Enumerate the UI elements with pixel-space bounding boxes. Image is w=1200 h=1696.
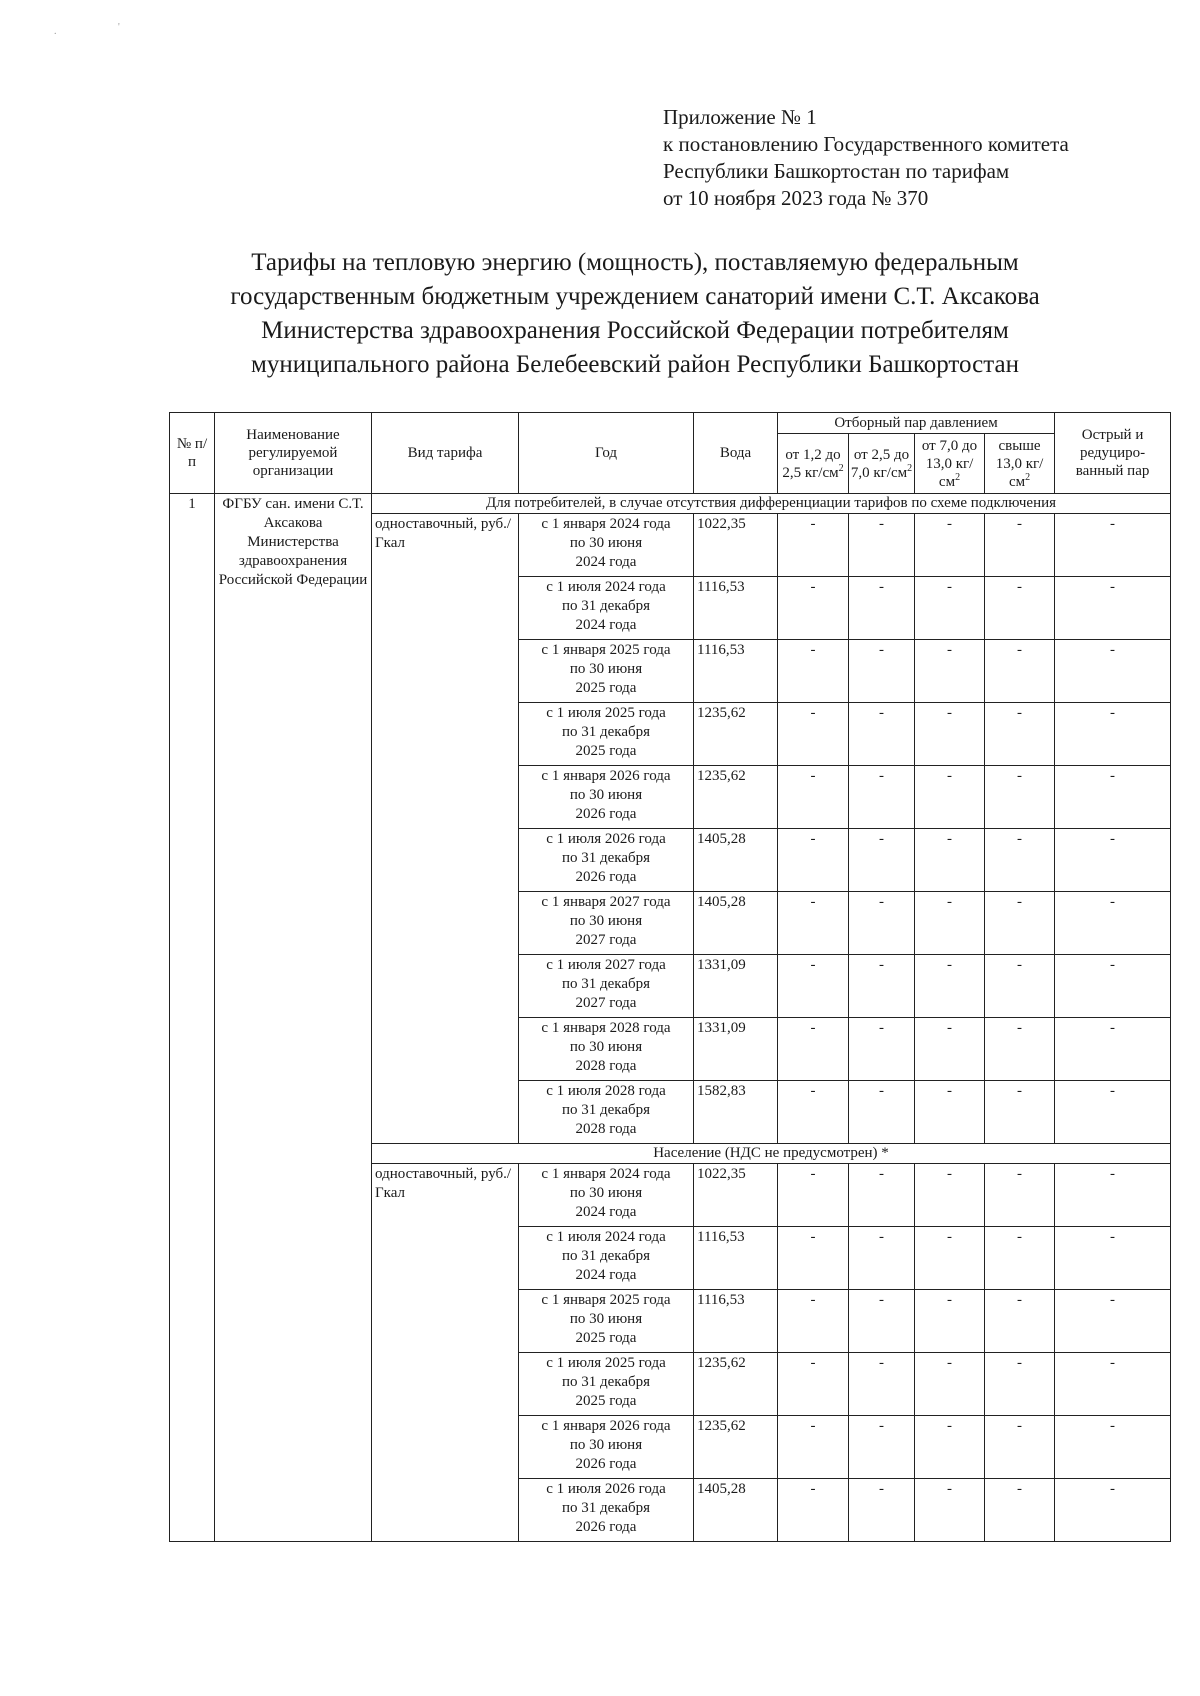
period-line: с 1 июля 2025 года <box>546 705 666 721</box>
empty-value-dash: - <box>985 829 1055 892</box>
period-line: 2025 года <box>575 1393 637 1409</box>
period-line: 2024 года <box>575 554 637 570</box>
empty-value-dash: - <box>915 766 985 829</box>
period-line: по 31 декабря <box>561 1102 651 1118</box>
empty-value-dash: - <box>1055 892 1171 955</box>
water-tariff-value: 1116,53 <box>694 640 778 703</box>
period-line: 2024 года <box>575 1204 637 1220</box>
period-line: с 1 июля 2027 года <box>546 957 666 973</box>
empty-value-dash: - <box>849 1018 915 1081</box>
section-row <box>170 494 1171 514</box>
period-cell <box>519 1227 694 1290</box>
scan-speck: ' <box>118 22 120 33</box>
empty-value-dash: - <box>778 766 849 829</box>
organization-name: ФГБУ сан. имени С.Т. Аксакова Министерства здравоохранения Российской Федерации <box>215 494 372 1542</box>
empty-value-dash: - <box>778 1164 849 1227</box>
empty-value-dash: - <box>985 640 1055 703</box>
period-line: с 1 января 2025 года <box>541 1292 671 1308</box>
empty-value-dash: - <box>1055 703 1171 766</box>
empty-value-dash: - <box>915 1479 985 1542</box>
period-line: по 30 июня <box>569 661 643 677</box>
period-line: с 1 июля 2026 года <box>546 1481 666 1497</box>
empty-value-dash: - <box>915 1353 985 1416</box>
water-tariff-value: 1405,28 <box>694 1479 778 1542</box>
period-cell <box>519 766 694 829</box>
water-tariff-value: 1022,35 <box>694 1164 778 1227</box>
appendix-line: Республики Башкортостан по тарифам <box>663 159 1010 183</box>
appendix-line: от 10 ноября 2023 года № 370 <box>663 186 929 210</box>
period-line: 2025 года <box>575 680 637 696</box>
period-line: по 31 декабря <box>561 850 651 866</box>
tariff-table <box>169 412 1171 1542</box>
empty-value-dash: - <box>1055 1479 1171 1542</box>
header-organization: Наименование регулируемой организации <box>215 413 372 494</box>
empty-value-dash: - <box>1055 1227 1171 1290</box>
header-steam-2 <box>849 434 915 494</box>
period-cell <box>519 1416 694 1479</box>
empty-value-dash: - <box>985 1290 1055 1353</box>
superscript: 2 <box>955 471 961 483</box>
empty-value-dash: - <box>1055 955 1171 1018</box>
superscript: 2 <box>1025 471 1031 483</box>
empty-value-dash: - <box>778 829 849 892</box>
empty-value-dash: - <box>778 703 849 766</box>
empty-value-dash: - <box>849 577 915 640</box>
empty-value-dash: - <box>985 892 1055 955</box>
empty-value-dash: - <box>1055 1290 1171 1353</box>
period-cell <box>519 640 694 703</box>
empty-value-dash: - <box>1055 577 1171 640</box>
period-line: с 1 января 2028 года <box>541 1020 671 1036</box>
empty-value-dash: - <box>849 1227 915 1290</box>
period-cell <box>519 829 694 892</box>
header-sharp-steam: Острый и редуциро-ванный пар <box>1055 413 1171 494</box>
empty-value-dash: - <box>985 1416 1055 1479</box>
superscript: 2 <box>907 462 913 474</box>
period-line: 2026 года <box>575 1519 637 1535</box>
empty-value-dash: - <box>915 514 985 577</box>
empty-value-dash: - <box>849 1353 915 1416</box>
period-line: с 1 января 2027 года <box>541 894 671 910</box>
header-steam-4 <box>985 434 1055 494</box>
period-line: по 31 декабря <box>561 1500 651 1516</box>
period-line: 2027 года <box>575 995 637 1011</box>
empty-value-dash: - <box>778 640 849 703</box>
empty-value-dash: - <box>915 1290 985 1353</box>
period-line: по 31 декабря <box>561 1374 651 1390</box>
title-line: государственным бюджетным учреждением санаторий имени С.Т. Аксакова <box>230 283 1040 310</box>
empty-value-dash: - <box>1055 1081 1171 1144</box>
empty-value-dash: - <box>985 514 1055 577</box>
empty-value-dash: - <box>915 829 985 892</box>
empty-value-dash: - <box>849 1290 915 1353</box>
period-cell <box>519 1081 694 1144</box>
empty-value-dash: - <box>849 640 915 703</box>
period-line: 2028 года <box>575 1058 637 1074</box>
period-cell <box>519 1290 694 1353</box>
period-cell <box>519 892 694 955</box>
section-title: Население (НДС не предусмотрен) * <box>372 1144 1171 1164</box>
empty-value-dash: - <box>985 1164 1055 1227</box>
water-tariff-value: 1235,62 <box>694 703 778 766</box>
period-line: 2024 года <box>575 1267 637 1283</box>
empty-value-dash: - <box>985 1227 1055 1290</box>
empty-value-dash: - <box>778 1081 849 1144</box>
empty-value-dash: - <box>1055 1353 1171 1416</box>
period-line: с 1 января 2026 года <box>541 768 671 784</box>
period-cell <box>519 703 694 766</box>
empty-value-dash: - <box>778 955 849 1018</box>
water-tariff-value: 1405,28 <box>694 892 778 955</box>
empty-value-dash: - <box>778 514 849 577</box>
period-line: по 31 декабря <box>561 1248 651 1264</box>
empty-value-dash: - <box>985 766 1055 829</box>
period-line: 2028 года <box>575 1121 637 1137</box>
row-number: 1 <box>170 494 215 1542</box>
empty-value-dash: - <box>778 1416 849 1479</box>
empty-value-dash: - <box>985 1479 1055 1542</box>
period-line: по 30 июня <box>569 1311 643 1327</box>
title-line: Министерства здравоохранения Российской Федерации потребителям <box>261 317 1009 344</box>
tariff-kind: одноставочный, руб./Гкал <box>372 1164 519 1542</box>
empty-value-dash: - <box>915 955 985 1018</box>
period-line: по 30 июня <box>569 787 643 803</box>
header-steam-3 <box>915 434 985 494</box>
empty-value-dash: - <box>915 1416 985 1479</box>
period-line: с 1 июля 2028 года <box>546 1083 666 1099</box>
period-cell <box>519 577 694 640</box>
header-steam-1 <box>778 434 849 494</box>
header-steam-1-label: от 1,2 до 2,5 кг/см <box>782 446 841 481</box>
period-line: с 1 января 2026 года <box>541 1418 671 1434</box>
header-num: № п/п <box>170 413 215 494</box>
empty-value-dash: - <box>778 1479 849 1542</box>
header-steam-4-label: свыше 13,0 кг/см <box>995 437 1044 490</box>
period-line: по 30 июня <box>569 913 643 929</box>
header-steam-3-label: от 7,0 до 13,0 кг/см <box>921 437 978 490</box>
empty-value-dash: - <box>1055 1164 1171 1227</box>
water-tariff-value: 1235,62 <box>694 766 778 829</box>
empty-value-dash: - <box>778 1353 849 1416</box>
empty-value-dash: - <box>915 892 985 955</box>
period-line: по 30 июня <box>569 1437 643 1453</box>
water-tariff-value: 1235,62 <box>694 1416 778 1479</box>
period-line: с 1 июля 2024 года <box>546 579 666 595</box>
empty-value-dash: - <box>849 703 915 766</box>
period-cell <box>519 1164 694 1227</box>
period-line: 2026 года <box>575 806 637 822</box>
empty-value-dash: - <box>1055 1416 1171 1479</box>
empty-value-dash: - <box>849 955 915 1018</box>
scan-speck: . <box>54 26 57 37</box>
empty-value-dash: - <box>915 640 985 703</box>
period-line: с 1 января 2024 года <box>541 1166 671 1182</box>
period-line: 2025 года <box>575 1330 637 1346</box>
period-line: 2025 года <box>575 743 637 759</box>
header-water: Вода <box>694 413 778 494</box>
document-title <box>150 246 1120 382</box>
water-tariff-value: 1331,09 <box>694 955 778 1018</box>
water-tariff-value: 1116,53 <box>694 577 778 640</box>
empty-value-dash: - <box>849 514 915 577</box>
empty-value-dash: - <box>849 1416 915 1479</box>
empty-value-dash: - <box>849 766 915 829</box>
empty-value-dash: - <box>849 1081 915 1144</box>
empty-value-dash: - <box>915 1081 985 1144</box>
title-line: муниципального района Белебеевский район Республики Башкортостан <box>251 351 1019 378</box>
appendix-header <box>663 104 1069 212</box>
period-cell <box>519 955 694 1018</box>
empty-value-dash: - <box>1055 829 1171 892</box>
empty-value-dash: - <box>985 577 1055 640</box>
empty-value-dash: - <box>1055 1018 1171 1081</box>
empty-value-dash: - <box>1055 766 1171 829</box>
period-line: по 30 июня <box>569 535 643 551</box>
section-title: Для потребителей, в случае отсутствия дифференциации тарифов по схеме подключения <box>372 494 1171 514</box>
empty-value-dash: - <box>985 1353 1055 1416</box>
period-line: с 1 июля 2024 года <box>546 1229 666 1245</box>
empty-value-dash: - <box>849 1164 915 1227</box>
title-line: Тарифы на тепловую энергию (мощность), поставляемую федеральным <box>251 249 1019 276</box>
appendix-line: к постановлению Государственного комитета <box>663 132 1069 156</box>
water-tariff-value: 1022,35 <box>694 514 778 577</box>
empty-value-dash: - <box>778 1018 849 1081</box>
empty-value-dash: - <box>915 577 985 640</box>
empty-value-dash: - <box>1055 640 1171 703</box>
header-steam-group: Отборный пар давлением <box>778 413 1055 434</box>
period-line: по 30 июня <box>569 1039 643 1055</box>
superscript: 2 <box>838 462 844 474</box>
period-line: по 31 декабря <box>561 598 651 614</box>
empty-value-dash: - <box>778 892 849 955</box>
empty-value-dash: - <box>849 829 915 892</box>
empty-value-dash: - <box>778 577 849 640</box>
header-steam-2-label: от 2,5 до 7,0 кг/см <box>850 446 910 481</box>
period-cell <box>519 1018 694 1081</box>
empty-value-dash: - <box>1055 514 1171 577</box>
water-tariff-value: 1405,28 <box>694 829 778 892</box>
period-cell <box>519 1479 694 1542</box>
period-line: 2024 года <box>575 617 637 633</box>
period-cell <box>519 514 694 577</box>
water-tariff-value: 1582,83 <box>694 1081 778 1144</box>
period-line: 2027 года <box>575 932 637 948</box>
period-line: с 1 января 2025 года <box>541 642 671 658</box>
period-line: по 31 декабря <box>561 976 651 992</box>
empty-value-dash: - <box>915 1018 985 1081</box>
period-cell <box>519 1353 694 1416</box>
water-tariff-value: 1116,53 <box>694 1227 778 1290</box>
empty-value-dash: - <box>849 1479 915 1542</box>
period-line: 2026 года <box>575 1456 637 1472</box>
period-line: 2026 года <box>575 869 637 885</box>
tariff-table-body <box>170 494 1171 1542</box>
period-line: с 1 января 2024 года <box>541 516 671 532</box>
empty-value-dash: - <box>915 703 985 766</box>
water-tariff-value: 1235,62 <box>694 1353 778 1416</box>
tariff-kind: одноставочный, руб./Гкал <box>372 514 519 1144</box>
empty-value-dash: - <box>849 892 915 955</box>
empty-value-dash: - <box>985 1018 1055 1081</box>
empty-value-dash: - <box>778 1227 849 1290</box>
empty-value-dash: - <box>778 1290 849 1353</box>
appendix-line: Приложение № 1 <box>663 105 817 129</box>
period-line: по 30 июня <box>569 1185 643 1201</box>
empty-value-dash: - <box>915 1164 985 1227</box>
empty-value-dash: - <box>985 955 1055 1018</box>
water-tariff-value: 1331,09 <box>694 1018 778 1081</box>
empty-value-dash: - <box>915 1227 985 1290</box>
empty-value-dash: - <box>985 1081 1055 1144</box>
header-year: Год <box>519 413 694 494</box>
period-line: по 31 декабря <box>561 724 651 740</box>
period-line: с 1 июля 2026 года <box>546 831 666 847</box>
period-line: с 1 июля 2025 года <box>546 1355 666 1371</box>
empty-value-dash: - <box>985 703 1055 766</box>
water-tariff-value: 1116,53 <box>694 1290 778 1353</box>
header-tariff-kind: Вид тарифа <box>372 413 519 494</box>
